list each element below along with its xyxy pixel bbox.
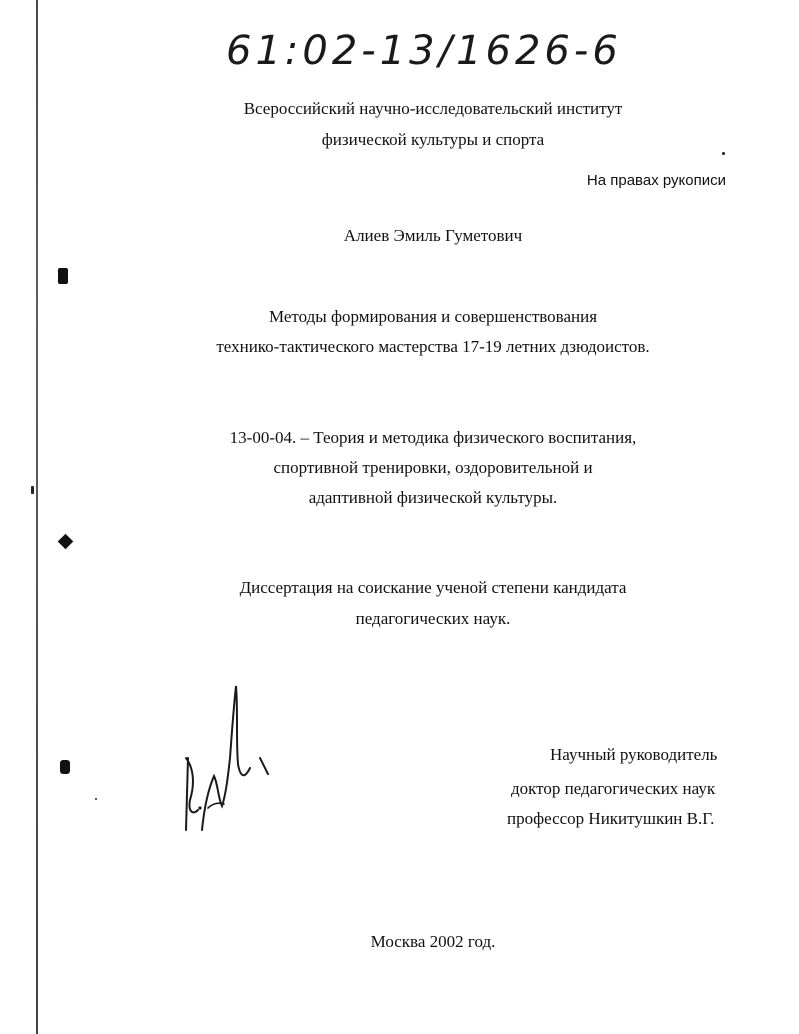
punch-hole-mark — [58, 268, 68, 284]
handwritten-registry-code — [222, 14, 622, 82]
supervisor-label: Научный руководитель — [550, 745, 718, 764]
dissertation-title-line-2: технико-тактического мастерства 17-19 летних дзюдоистов. — [216, 337, 650, 356]
binding-edge — [36, 0, 38, 1034]
handwritten-signature — [178, 680, 278, 840]
punch-hole-mark — [58, 534, 74, 550]
supervisor-name: профессор Никитушкин В.Г. — [507, 809, 715, 828]
institution-line-2: физической культуры и спорта — [321, 130, 545, 149]
supervisor-degree: доктор педагогических наук — [511, 779, 716, 798]
degree-line-1: Диссертация на соискание ученой степени кандидата — [239, 578, 627, 597]
scan-speck — [722, 152, 725, 155]
degree-line-2: педагогических наук. — [355, 609, 511, 628]
specialty-line-2: спортивной тренировки, оздоровительной и — [273, 458, 593, 477]
dissertation-title-line-1: Методы формирования и совершенствования — [268, 307, 598, 326]
institution-line-1: Всероссийский научно-исследовательский институт — [243, 99, 623, 118]
scan-speck — [95, 798, 97, 800]
author-name: Алиев Эмиль Гуметович — [343, 226, 523, 245]
specialty-line-3: адаптивной физической культуры. — [308, 488, 558, 507]
registry-code-text: 61:02-13/1626-6 — [226, 28, 622, 74]
specialty-line-1: 13-00-04. – Теория и методика физического воспитания, — [229, 428, 637, 447]
manuscript-rights-note: На правах рукописи — [586, 172, 726, 189]
city-year: Москва 2002 год. — [370, 932, 496, 951]
punch-hole-mark — [60, 760, 70, 774]
